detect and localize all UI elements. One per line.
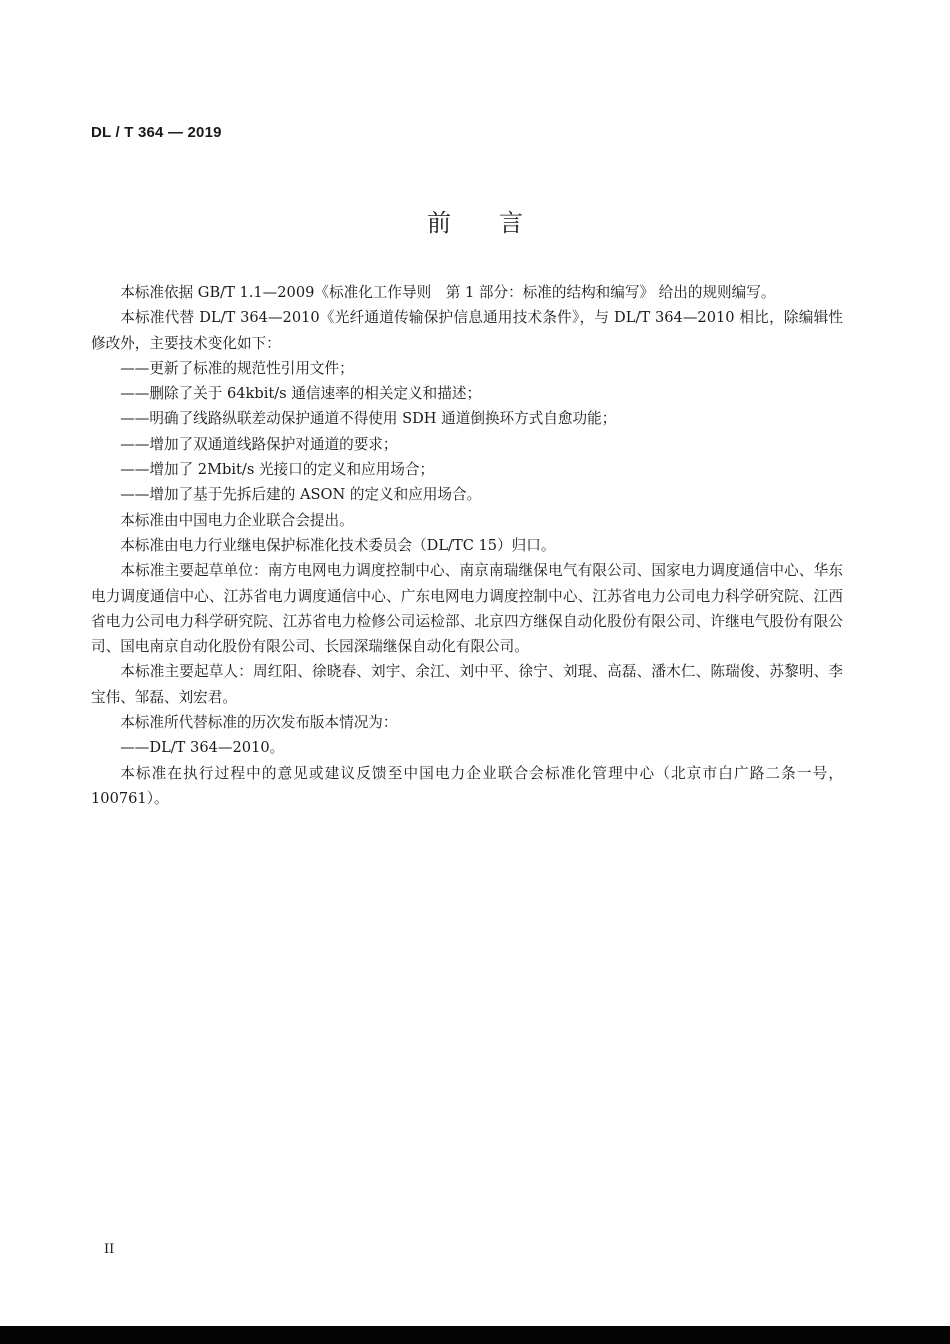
paragraph: 本标准在执行过程中的意见或建议反馈至中国电力企业联合会标准化管理中心（北京市白广路二条一号，100761）。 bbox=[91, 764, 843, 807]
list-item: ——增加了基于先拆后建的 ASON 的定义和应用场合。 bbox=[120, 486, 482, 504]
page-title: 前言 bbox=[427, 209, 571, 237]
paragraph: 本标准由中国电力企业联合会提出。 bbox=[120, 511, 354, 529]
list-item: ——更新了标准的规范性引用文件； bbox=[120, 359, 354, 377]
paragraph: 本标准主要起草单位：南方电网电力调度控制中心、南京南瑞继保电气有限公司、国家电力调度通信中心、华东电力调度通信中心、江苏省电力调度通信中心、广东电网电力调度控制中心、江苏省电力公司电力科学研究院、江西省电力公司电力科学研究院、江苏省电力检修公司运检部、北京四方继保自动化股份有限公司、许继电气股份有限公司、国电南京自动化股份有限公司、长园深瑞继保自动化有限公司。 bbox=[91, 562, 843, 656]
paragraph: 本标准主要起草人：周红阳、徐晓春、刘宇、余江、刘中平、徐宁、刘琨、高磊、潘木仁、陈瑞俊、苏黎明、李宝伟、邹磊、刘宏君。 bbox=[91, 663, 843, 706]
paragraph: 本标准代替 DL/T 364—2010《光纤通道传输保护信息通用技术条件》，与 DL/T 364—2010 相比，除编辑性修改外，主要技术变化如下： bbox=[91, 309, 843, 352]
list-item: ——增加了双通道线路保护对通道的要求； bbox=[120, 435, 398, 453]
foreword-body bbox=[91, 280, 843, 811]
bottom-border bbox=[0, 1326, 950, 1344]
list-item: ——DL/T 364—2010。 bbox=[120, 739, 285, 757]
list-item: ——删除了关于 64kbit/s 通信速率的相关定义和描述； bbox=[120, 385, 482, 403]
paragraph: 本标准依据 GB/T 1.1—2009《标准化工作导则 第 1 部分：标准的结构和编写》 给出的规则编写。 bbox=[120, 284, 776, 301]
standard-number: DL / T 364 — 2019 bbox=[91, 124, 222, 141]
page-number: II bbox=[104, 1242, 115, 1257]
paragraph: 本标准所代替标准的历次发布版本情况为： bbox=[120, 714, 398, 732]
list-item: ——增加了 2Mbit/s 光接口的定义和应用场合； bbox=[120, 461, 435, 479]
list-item: ——明确了线路纵联差动保护通道不得使用 SDH 通道倒换环方式自愈功能； bbox=[120, 410, 617, 428]
paragraph: 本标准由电力行业继电保护标准化技术委员会（DL/TC 15）归口。 bbox=[120, 536, 556, 554]
